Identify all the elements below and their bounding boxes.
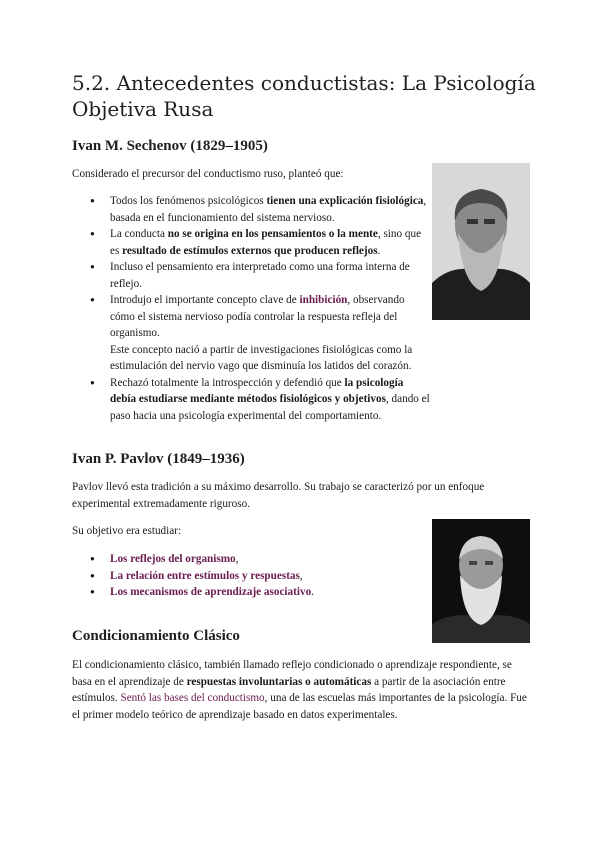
list-item: ● Todos los fenómenos psicológicos tienen una explicación fisiológica, basada en el funcionamiento del sistema nervioso. (90, 193, 430, 226)
pavlov-heading: Ivan P. Pavlov (1849–1936) (72, 451, 245, 467)
section-title: 5.2. Antecedentes conductistas: La Psicología Objetiva Rusa (72, 71, 536, 121)
list-item: ● Incluso el pensamiento era interpretado como una forma interna de reflejo. (90, 259, 430, 292)
list-item: ● Los mecanismos de aprendizaje asociativo. (90, 584, 410, 601)
pavlov-portrait (432, 519, 530, 643)
list-item: ● Los reflejos del organismo, (90, 551, 410, 568)
list-item: ● Introdujo el importante concepto clave de inhibición, observando cómo el sistema nervioso podía controlar la respuesta refleja del organismo. Este concepto nació a partir de investigaciones fisiológicas como la estimulación del nervio vago que disminuía los latidos del corazón. (90, 292, 430, 375)
list-item: ● La conducta no se origina en los pensamientos o la mente, sino que es resultado de estímulos externos que producen reflejos. (90, 226, 430, 259)
pavlov-list (90, 551, 410, 601)
sechenov-heading: Ivan M. Sechenov (1829–1905) (72, 138, 268, 154)
list-item: ● La relación entre estímulos y respuestas, (90, 568, 410, 585)
clasico-paragraph: El condicionamiento clásico, también llamado reflejo condicionado o aprendizaje respondiente, se basa en el aprendizaje de respuestas involuntarias o automáticas a partir de la asociación entre estímulos. Sentó las bases del conductismo, una de las escuelas más importantes de la psicología. Fue el primer modelo teórico de aprendizaje basado en datos experimentales. (72, 659, 527, 721)
pavlov-intro: Pavlov llevó esta tradición a su máximo desarrollo. Su trabajo se caracterizó por un enfoque experimental extremadamente riguroso. (72, 481, 485, 510)
pavlov-objective: Su objetivo era estudiar: (72, 525, 182, 537)
sechenov-portrait (432, 163, 530, 320)
list-item: ● Rechazó totalmente la introspección y defendió que la psicología debía estudiarse mediante métodos fisiológicos y objetivos, dando el paso hacia una psicología experimental del comportamiento. (90, 375, 430, 425)
sechenov-intro: Considerado el precursor del conductismo ruso, planteó que: (72, 168, 344, 180)
clasico-heading: Condicionamiento Clásico (72, 628, 240, 644)
sechenov-list (90, 193, 430, 424)
